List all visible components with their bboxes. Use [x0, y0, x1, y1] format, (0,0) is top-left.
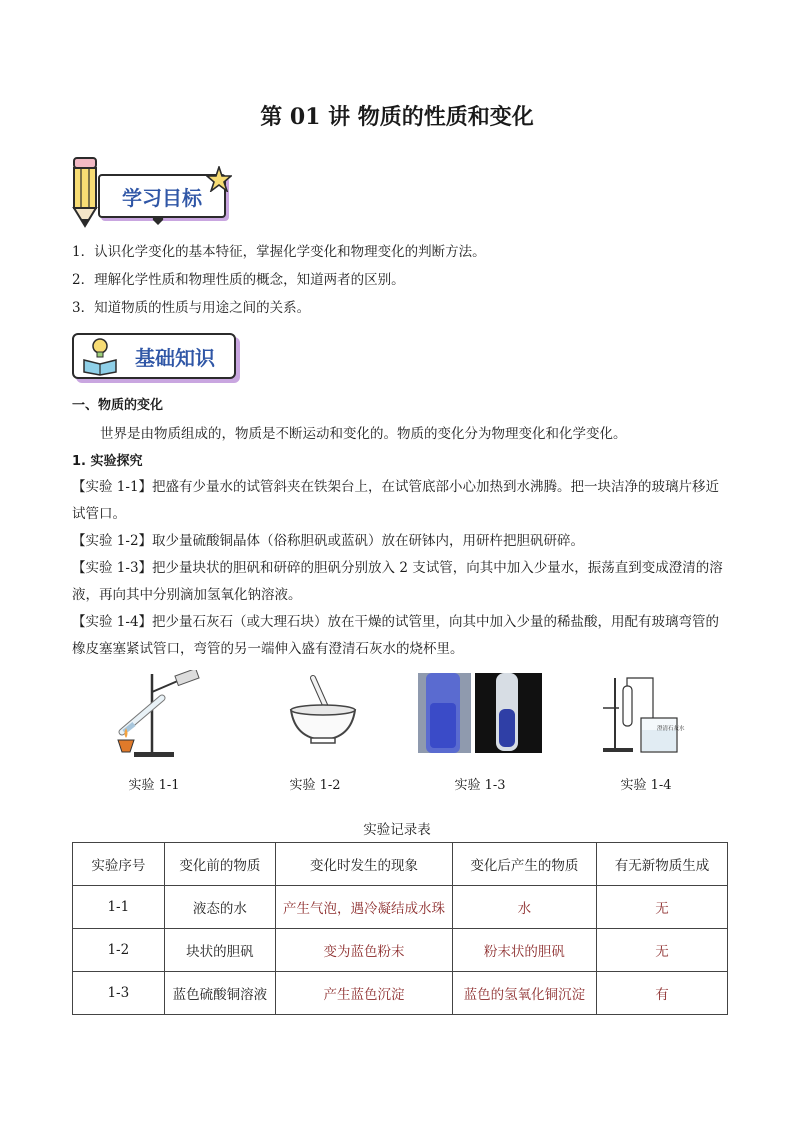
table-header-cell: 实验序号	[73, 843, 165, 886]
table-cell: 块状的胆矾	[164, 929, 275, 972]
table-cell: 有	[596, 972, 727, 1015]
figure-caption-3: 实验 1-3	[454, 778, 506, 793]
star-icon	[206, 166, 232, 192]
table-cell: 粉末状的胆矾	[452, 929, 596, 972]
table-header-cell: 变化前的物质	[164, 843, 275, 886]
figure-caption-1: 实验 1-1	[128, 778, 180, 793]
goal-item-3: 3．知道物质的性质与用途之间的关系。	[72, 300, 311, 316]
experiment-1-2-text: 【实验 1-2】取少量硫酸铜晶体（俗称胆矾或蓝矾）放在研钵内，用研杵把胆矾研碎。	[72, 533, 585, 549]
table-header-cell: 变化后产生的物质	[452, 843, 596, 886]
table-cell: 液态的水	[164, 886, 275, 929]
table-cell: 无	[596, 886, 727, 929]
figure-caption-2: 实验 1-2	[289, 778, 341, 793]
experiment-1-1-text: 【实验 1-1】把盛有少量水的试管斜夹在铁架台上，在试管底部小心加热到水沸腾。把一块洁净的玻璃片移近试管口。	[72, 479, 720, 522]
figure-caption-4: 实验 1-4	[620, 778, 672, 793]
table-row	[73, 972, 728, 1015]
book-lightbulb-icon	[80, 336, 120, 376]
table-header-cell: 有无新物质生成	[596, 843, 727, 886]
table-cell: 产生气泡，遇冷凝结成水珠	[276, 886, 453, 929]
experiment-1-3-text: 【实验 1-3】把少量块状的胆矾和研碎的胆矾分别放入 2 支试管，向其中加入少量水，振荡直到变成澄清的溶液，再向其中分别滴加氢氧化钠溶液。	[72, 560, 723, 603]
table-row	[73, 886, 728, 929]
experiment-record-table	[72, 842, 728, 1015]
goal-item-1: 1．认识化学变化的基本特征，掌握化学变化和物理变化的判断方法。	[72, 244, 486, 260]
table-header-row	[73, 843, 728, 886]
goal-item-2: 2．理解化学性质和物理性质的概念，知道两者的区别。	[72, 272, 405, 288]
table-cell: 产生蓝色沉淀	[276, 972, 453, 1015]
table-cell: 1-3	[73, 972, 165, 1015]
page-title: 第 01 讲 物质的性质和变化	[260, 104, 534, 130]
table-cell: 变为蓝色粉末	[276, 929, 453, 972]
table-cell: 1-2	[73, 929, 165, 972]
section-intro: 世界是由物质组成的，物质是不断运动和变化的。物质的变化分为物理变化和化学变化。	[100, 426, 627, 442]
table-cell: 蓝色的氢氧化铜沉淀	[452, 972, 596, 1015]
table-cell: 蓝色硫酸铜溶液	[164, 972, 275, 1015]
table-row	[73, 929, 728, 972]
section-heading: 一、物质的变化	[72, 398, 164, 413]
subsection-heading: 1. 实验探究	[72, 454, 143, 469]
table-header-cell: 变化时发生的现象	[276, 843, 453, 886]
experiment-1-1-figure	[100, 670, 200, 760]
knowledge-banner-label: 基础知识	[135, 345, 215, 370]
table-cell: 水	[452, 886, 596, 929]
limewater-label: 澄清石灰水	[657, 726, 685, 732]
goals-banner-label: 学习目标	[122, 185, 202, 210]
heart-icon	[152, 216, 164, 226]
experiment-1-4-figure	[595, 668, 695, 758]
goals-banner	[68, 154, 238, 228]
table-cell: 1-1	[73, 886, 165, 929]
experiment-1-4-text: 【实验 1-4】把少量石灰石（或大理石块）放在干燥的试管里，向其中加入少量的稀盐酸，用配有玻璃弯管的橡皮塞塞紧试管口，弯管的另一端伸入盛有澄清石灰水的烧杯里。	[72, 614, 720, 657]
table-cell: 无	[596, 929, 727, 972]
knowledge-banner	[72, 333, 240, 383]
experiment-1-2-figure	[283, 670, 363, 750]
experiment-1-3-figure	[418, 673, 542, 753]
table-title: 实验记录表	[363, 822, 431, 838]
